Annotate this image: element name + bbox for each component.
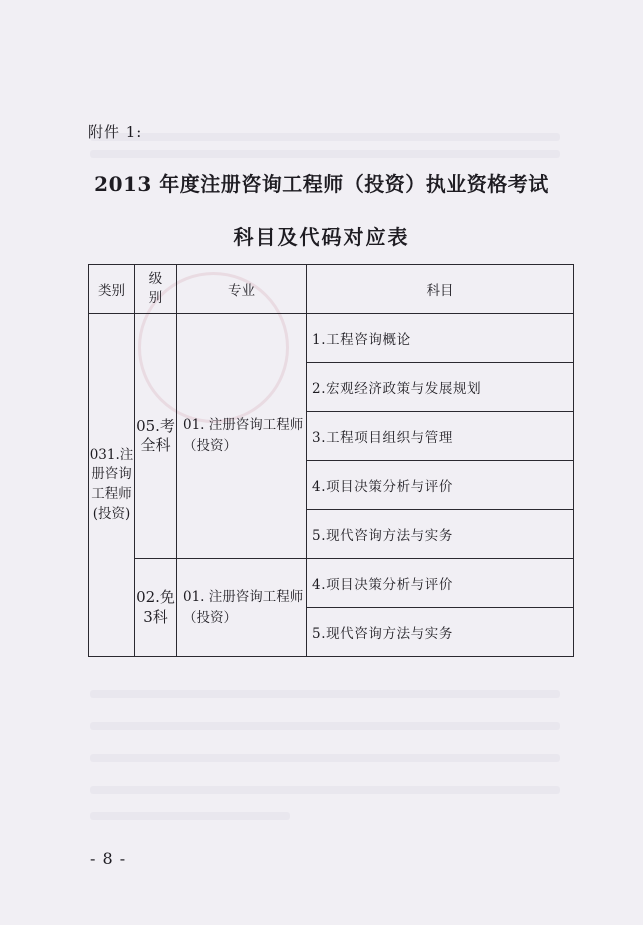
subject-cell: 5.现代咨询方法与实务 <box>307 608 574 657</box>
table-row <box>89 559 574 608</box>
subject-cell: 4.项目决策分析与评价 <box>307 559 574 608</box>
level-cell <box>135 559 177 657</box>
header-level-text: 级别 <box>148 271 163 306</box>
bleed-through-line <box>90 786 560 794</box>
level-text: 05.考全科 <box>136 416 175 454</box>
major-text: 01. 注册咨询工程师（投资） <box>183 588 304 626</box>
bleed-through-line <box>90 150 560 158</box>
major-cell <box>177 559 307 657</box>
subject-code-table <box>88 264 574 657</box>
page-number: - 8 - <box>90 849 127 868</box>
bleed-through-line <box>90 812 290 820</box>
bleed-through-line <box>90 722 560 730</box>
subject-cell: 2.宏观经济政策与发展规划 <box>307 363 574 412</box>
attachment-label: 附件 1: <box>88 123 143 141</box>
level-cell <box>135 314 177 559</box>
subject-cell: 1.工程咨询概论 <box>307 314 574 363</box>
bleed-through-line <box>90 690 560 698</box>
bleed-through-line <box>90 133 560 141</box>
subject-cell: 4.项目决策分析与评价 <box>307 461 574 510</box>
category-cell <box>89 314 135 657</box>
table-header-row <box>89 265 574 314</box>
bleed-through-line <box>90 754 560 762</box>
category-text: 031.注册咨询工程师(投资) <box>89 446 134 522</box>
major-text: 01. 注册咨询工程师（投资） <box>183 417 304 454</box>
header-major: 专业 <box>177 265 307 314</box>
major-cell <box>177 314 307 559</box>
table-row <box>89 314 574 363</box>
subject-cell: 3.工程项目组织与管理 <box>307 412 574 461</box>
header-level <box>135 265 177 314</box>
subject-cell: 5.现代咨询方法与实务 <box>307 510 574 559</box>
document-title: 2013 年度注册咨询工程师（投资）执业资格考试 <box>94 172 549 196</box>
document-subtitle: 科目及代码对应表 <box>233 225 410 249</box>
level-text: 02.免3科 <box>136 588 175 626</box>
header-subject: 科目 <box>307 265 574 314</box>
header-category: 类别 <box>89 265 135 314</box>
